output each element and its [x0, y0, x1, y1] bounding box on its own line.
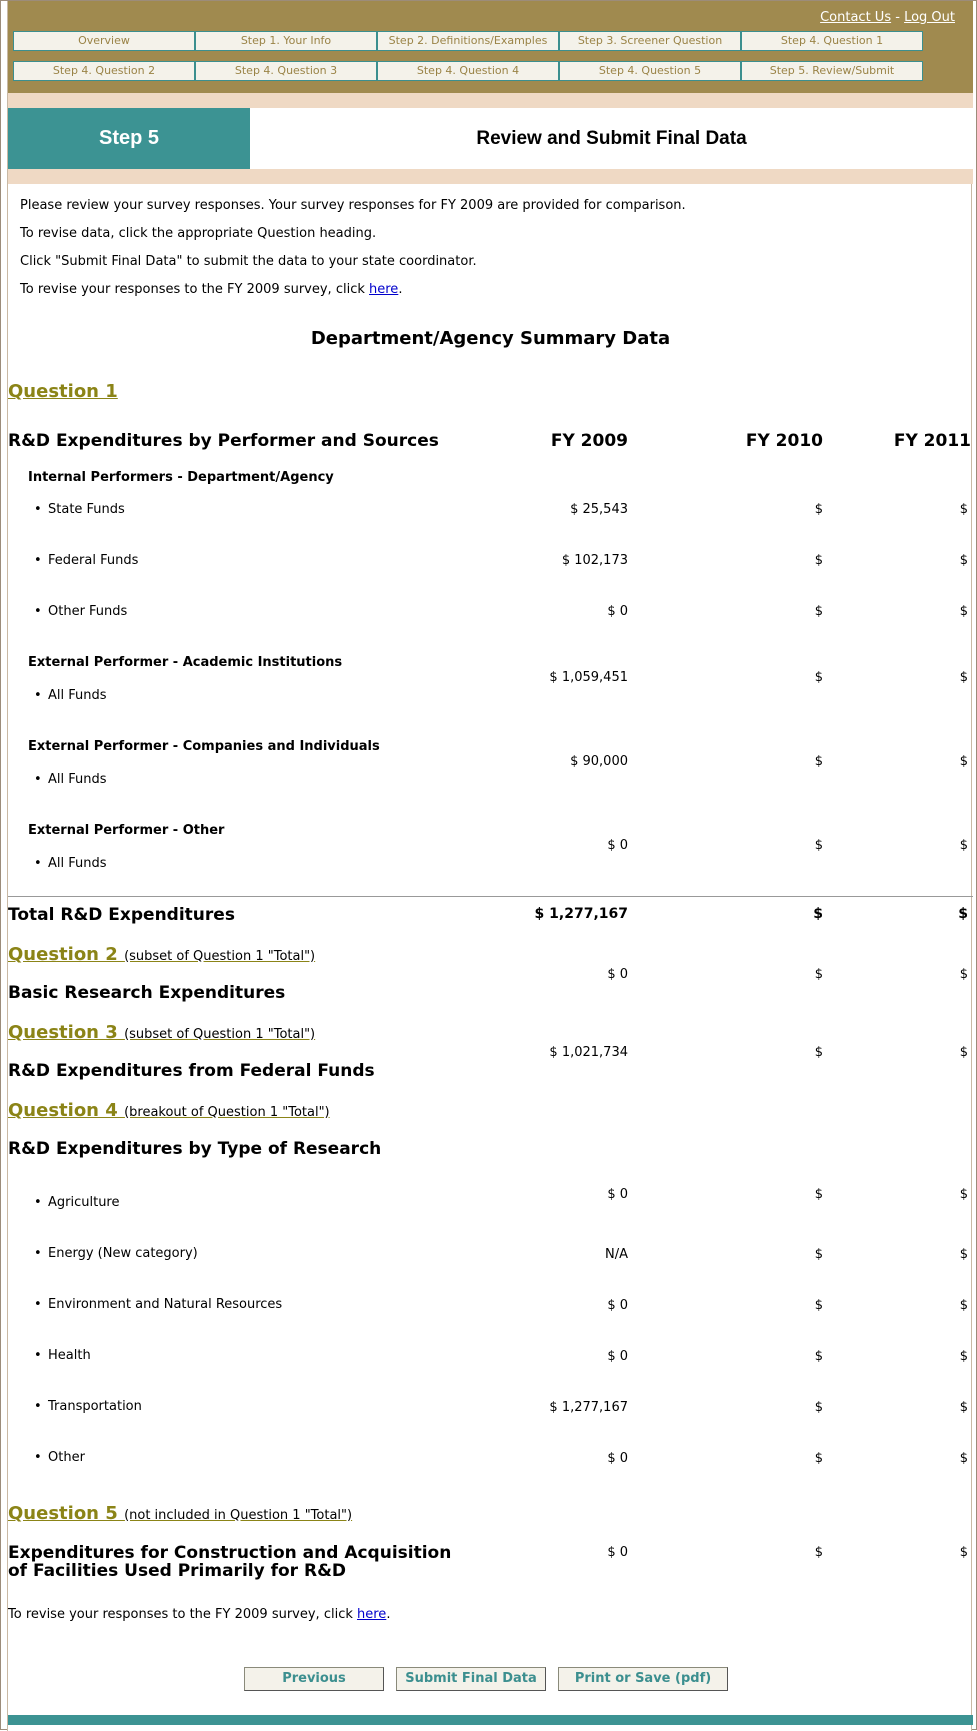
transportation-fy2011: $: [959, 1400, 968, 1415]
q3-fy2011: $: [959, 1045, 968, 1060]
question-3-heading[interactable]: [8, 1022, 315, 1043]
bullet: •: [34, 1399, 42, 1414]
bullet: •: [34, 772, 42, 787]
q3-fy2010: $: [814, 1045, 823, 1060]
other-funds-fy2011: $: [959, 604, 968, 619]
agriculture-fy2010: $: [814, 1187, 823, 1202]
q2-fy2011: $: [959, 967, 968, 982]
intro-line-4-suffix: .: [398, 282, 403, 297]
question-3-link[interactable]: Question 3: [8, 1022, 125, 1043]
internal-performers-head: Internal Performers - Department/Agency: [28, 470, 334, 485]
row-label: All Funds: [48, 772, 107, 787]
federal-funds-fy2010: $: [814, 553, 823, 568]
question-5-heading[interactable]: [8, 1503, 352, 1524]
row-label: Federal Funds: [48, 553, 139, 568]
other-research-fy2011: $: [959, 1451, 968, 1466]
other-perf-fy2009: $ 0: [607, 838, 628, 853]
step-label: Step 5: [8, 108, 250, 169]
log-out-link[interactable]: Log Out: [904, 10, 955, 25]
header-band-top: [8, 93, 973, 108]
nav-tab-step2[interactable]: Step 2. Definitions/Examples: [377, 31, 559, 51]
federal-funds-fy2011: $: [959, 553, 968, 568]
bullet: •: [34, 1450, 42, 1465]
total-fy2009: $ 1,277,167: [534, 906, 628, 922]
row-companies-all-funds: [34, 772, 107, 787]
other-funds-fy2009: $ 0: [607, 604, 628, 619]
state-funds-fy2009: $ 25,543: [570, 502, 628, 517]
q3-fy2009: $ 1,021,734: [549, 1045, 628, 1060]
row-other-funds: [34, 604, 127, 619]
row-label: Energy (New category): [48, 1246, 198, 1261]
question-2-heading[interactable]: [8, 944, 315, 965]
bullet: •: [34, 553, 42, 568]
transportation-fy2010: $: [814, 1400, 823, 1415]
row-academic-all-funds: [34, 688, 107, 703]
row-agriculture: [34, 1195, 120, 1210]
nav-row-2: [13, 61, 923, 81]
q5-subhead-line1: Expenditures for Construction and Acquisition: [8, 1543, 452, 1563]
col-fy2010: FY 2010: [745, 431, 823, 451]
bullet: •: [34, 1246, 42, 1261]
contact-us-link[interactable]: Contact Us: [820, 10, 892, 25]
col-fy2011: FY 2011: [893, 431, 971, 451]
q5-subhead-line2: of Facilities Used Primarily for R&D: [8, 1561, 346, 1581]
q5-fy2011: $: [959, 1545, 968, 1560]
nav-tab-step3[interactable]: Step 3. Screener Question: [559, 31, 741, 51]
footer-revise-suffix: .: [386, 1607, 391, 1622]
academic-fy2011: $: [959, 670, 968, 685]
row-label: All Funds: [48, 688, 107, 703]
summary-title: Department/Agency Summary Data: [310, 328, 671, 349]
bullet: •: [34, 1348, 42, 1363]
row-federal-funds: [34, 553, 138, 568]
health-fy2011: $: [959, 1349, 968, 1364]
row-label: State Funds: [48, 502, 125, 517]
top-nav-bar: [8, 1, 973, 93]
q4-subhead: R&D Expenditures by Type of Research: [8, 1139, 382, 1159]
row-label: Agriculture: [48, 1195, 120, 1210]
footer-revise-text: To revise your responses to the FY 2009 survey, click: [8, 1607, 358, 1622]
action-buttons: [244, 1667, 740, 1691]
other-performers-head: External Performer - Other: [28, 823, 225, 838]
q1-subhead: R&D Expenditures by Performer and Sources: [8, 431, 439, 451]
row-label: All Funds: [48, 856, 107, 871]
nav-tab-step4-q4[interactable]: Step 4. Question 4: [377, 61, 559, 81]
footer-revise-line: [8, 1607, 390, 1622]
question-4-note: (breakout of Question 1 "Total"): [124, 1105, 330, 1120]
total-divider: [8, 896, 973, 897]
revise-fy2009-link[interactable]: here: [369, 282, 399, 297]
companies-fy2009: $ 90,000: [570, 754, 628, 769]
row-state-funds: [34, 502, 125, 517]
nav-row-1: [13, 31, 923, 51]
row-transportation: [34, 1399, 142, 1414]
intro-line-2: To revise data, click the appropriate Question heading.: [20, 226, 377, 241]
col-fy2009: FY 2009: [550, 431, 628, 451]
submit-final-data-button[interactable]: Submit Final Data: [396, 1667, 546, 1691]
academic-fy2010: $: [814, 670, 823, 685]
q5-fy2009: $ 0: [607, 1545, 628, 1560]
row-label: Environment and Natural Resources: [48, 1297, 283, 1312]
print-save-pdf-button[interactable]: Print or Save (pdf): [558, 1667, 728, 1691]
question-1-heading[interactable]: Question 1: [8, 381, 118, 402]
bullet: •: [34, 688, 42, 703]
other-research-fy2010: $: [814, 1451, 823, 1466]
q3-subhead: R&D Expenditures from Federal Funds: [8, 1061, 375, 1081]
companies-fy2010: $: [814, 754, 823, 769]
other-perf-fy2011: $: [959, 838, 968, 853]
environment-fy2010: $: [814, 1298, 823, 1313]
header-band-bottom: [8, 169, 973, 184]
question-2-note: (subset of Question 1 "Total"): [124, 949, 316, 964]
companies-fy2011: $: [959, 754, 968, 769]
health-fy2009: $ 0: [607, 1349, 628, 1364]
q2-fy2009: $ 0: [607, 967, 628, 982]
row-other-all-funds: [34, 856, 107, 871]
environment-fy2009: $ 0: [607, 1298, 628, 1313]
question-5-note: (not included in Question 1 "Total"): [124, 1508, 353, 1523]
bottom-bar: [8, 1715, 973, 1725]
agriculture-fy2011: $: [959, 1187, 968, 1202]
intro-line-3: Click "Submit Final Data" to submit the data to your state coordinator.: [20, 254, 477, 269]
energy-fy2009: N/A: [605, 1247, 628, 1262]
bullet: •: [34, 1297, 42, 1312]
nav-tab-step4-q5[interactable]: Step 4. Question 5: [559, 61, 741, 81]
nav-tab-step4-q3[interactable]: Step 4. Question 3: [195, 61, 377, 81]
row-energy: [34, 1246, 198, 1261]
academic-fy2009: $ 1,059,451: [549, 670, 628, 685]
energy-fy2011: $: [959, 1247, 968, 1262]
environment-fy2011: $: [959, 1298, 968, 1313]
energy-fy2010: $: [814, 1247, 823, 1262]
bullet: •: [34, 1195, 42, 1210]
page-content: [7, 1, 972, 1731]
nav-tab-step4-q1[interactable]: Step 4. Question 1: [741, 31, 923, 51]
row-environment: [34, 1297, 282, 1312]
agriculture-fy2009: $ 0: [607, 1187, 628, 1202]
academic-performers-head: External Performer - Academic Institutions: [28, 655, 343, 670]
nav-tab-step4-q2[interactable]: Step 4. Question 2: [13, 61, 195, 81]
question-2-link[interactable]: Question 2: [8, 944, 125, 965]
q5-fy2010: $: [814, 1545, 823, 1560]
nav-tab-step1[interactable]: Step 1. Your Info: [195, 31, 377, 51]
question-4-heading[interactable]: [8, 1100, 330, 1121]
intro-line-1: Please review your survey responses. Your survey responses for FY 2009 are provided for comparison.: [20, 198, 686, 213]
row-label: Other: [48, 1450, 85, 1465]
row-label: Other Funds: [48, 604, 128, 619]
nav-tab-overview[interactable]: Overview: [13, 31, 195, 51]
other-research-fy2009: $ 0: [607, 1451, 628, 1466]
total-fy2011: $: [958, 906, 968, 922]
footer-revise-fy2009-link[interactable]: here: [357, 1607, 387, 1622]
row-label: Transportation: [48, 1399, 142, 1414]
question-5-link[interactable]: Question 5: [8, 1503, 125, 1524]
health-fy2010: $: [814, 1349, 823, 1364]
bullet: •: [34, 856, 42, 871]
link-separator: -: [895, 10, 900, 25]
state-funds-fy2011: $: [959, 502, 968, 517]
state-funds-fy2010: $: [814, 502, 823, 517]
companies-performers-head: External Performer - Companies and Individuals: [28, 739, 380, 754]
bullet: •: [34, 502, 42, 517]
total-label: Total R&D Expenditures: [8, 905, 235, 925]
other-perf-fy2010: $: [814, 838, 823, 853]
step-title: Review and Submit Final Data: [476, 128, 747, 149]
question-3-note: (subset of Question 1 "Total"): [124, 1027, 316, 1042]
total-fy2010: $: [813, 906, 823, 922]
other-funds-fy2010: $: [814, 604, 823, 619]
previous-button[interactable]: Previous: [244, 1667, 384, 1691]
step-header: [8, 108, 973, 169]
row-other-research: [34, 1450, 85, 1465]
federal-funds-fy2009: $ 102,173: [561, 553, 628, 568]
intro-line-4: [20, 282, 402, 297]
bullet: •: [34, 604, 42, 619]
intro-line-4-text: To revise your responses to the FY 2009 survey, click: [20, 282, 370, 297]
nav-tab-step5[interactable]: Step 5. Review/Submit: [741, 61, 923, 81]
q2-subhead: Basic Research Expenditures: [8, 983, 286, 1003]
transportation-fy2009: $ 1,277,167: [549, 1400, 628, 1415]
row-health: [34, 1348, 91, 1363]
top-links: [820, 10, 955, 25]
question-4-link[interactable]: Question 4: [8, 1100, 125, 1121]
row-label: Health: [48, 1348, 91, 1363]
q2-fy2010: $: [814, 967, 823, 982]
